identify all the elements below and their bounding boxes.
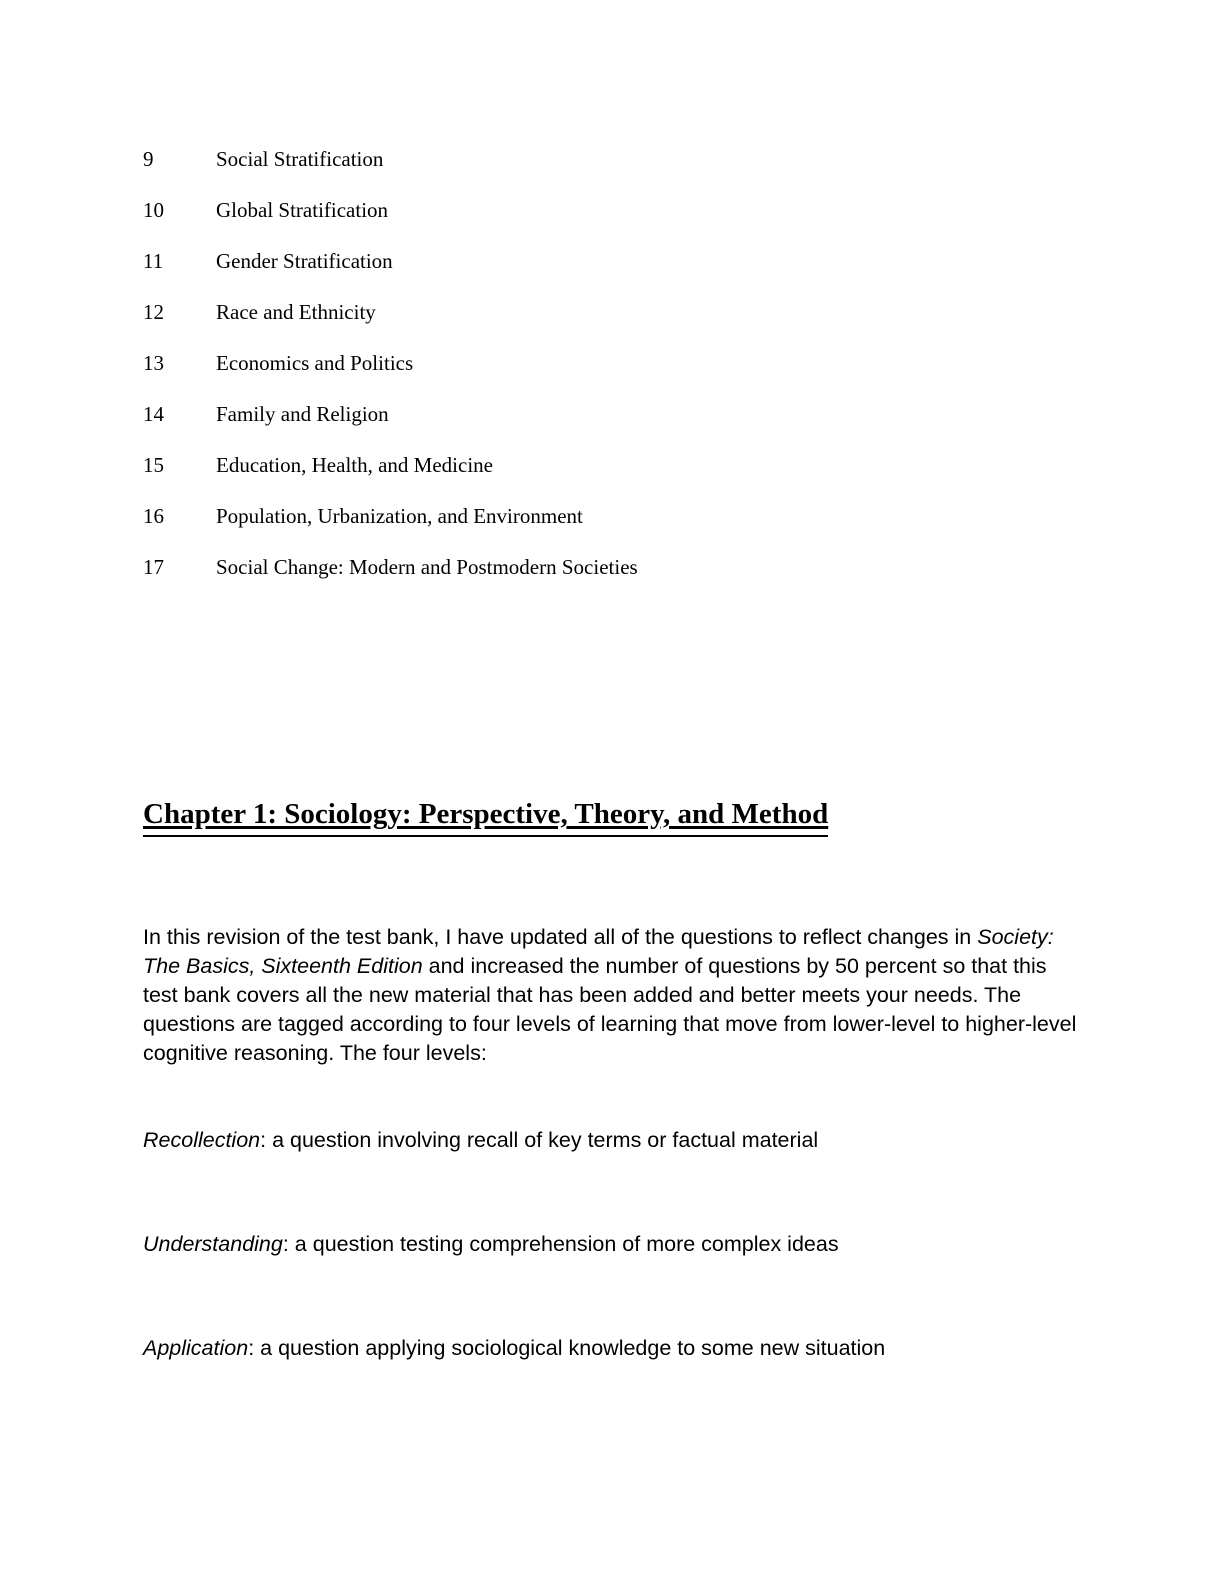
- learning-level-term: Recollection: [143, 1128, 261, 1152]
- chapter-list-item: [143, 352, 1074, 375]
- chapter-title: Population, Urbanization, and Environment: [216, 504, 583, 528]
- learning-level-line: [143, 1126, 1077, 1155]
- learning-level-term: Understanding: [143, 1232, 283, 1256]
- intro-text-before: In this revision of the test bank, I have updated all of the questions to reflect changes in: [143, 925, 978, 949]
- chapter-title: Gender Stratification: [216, 249, 393, 273]
- chapter-list-item: [143, 556, 1074, 579]
- chapter-number: 15: [143, 453, 164, 477]
- learning-level-description: : a question applying sociological knowledge to some new situation: [248, 1336, 886, 1360]
- chapter-list-item: [143, 199, 1074, 222]
- learning-level-term: Application: [143, 1336, 249, 1360]
- chapter-list-item: [143, 301, 1074, 324]
- chapter-number: 13: [143, 351, 164, 375]
- chapter-list-item: [143, 505, 1074, 528]
- chapter-list-item: [143, 454, 1074, 477]
- chapter-number: 14: [143, 402, 164, 426]
- chapter-number: 17: [143, 555, 164, 579]
- chapter-title: Race and Ethnicity: [216, 300, 376, 324]
- intro-paragraph: [143, 923, 1077, 1068]
- chapter-title: Global Stratification: [216, 198, 389, 222]
- chapter-number: 16: [143, 504, 164, 528]
- chapter-title: Social Stratification: [216, 147, 384, 171]
- learning-level-description: : a question testing comprehension of more complex ideas: [282, 1232, 839, 1256]
- intro-text-after: and increased the number of questions by 50 percent so that this test bank covers all the new material that has been added and better meets your needs. The questions are tagged according to four levels of learning that move from lower-level to higher-level cognitive reasoning. The four levels:: [143, 954, 1077, 1065]
- chapter-list-item: [143, 403, 1074, 426]
- chapter-title: Education, Health, and Medicine: [216, 453, 493, 477]
- learning-level-line: [143, 1230, 1077, 1259]
- chapter-number: 12: [143, 300, 164, 324]
- learning-level-description: : a question involving recall of key terms or factual material: [260, 1128, 819, 1152]
- chapter-heading-text: Chapter 1: Sociology: Perspective, Theory, and Method: [143, 797, 828, 837]
- chapter-heading: [143, 797, 1074, 837]
- chapter-number: 9: [143, 147, 154, 171]
- learning-levels: [143, 1126, 1074, 1363]
- chapter-number: 11: [143, 249, 164, 273]
- chapter-title: Economics and Politics: [216, 351, 414, 375]
- book-title: Society: The Basics, Sixteenth Edition: [143, 925, 1054, 978]
- chapter-list-item: [143, 250, 1074, 273]
- chapter-title: Family and Religion: [216, 402, 389, 426]
- learning-level-line: [143, 1334, 1077, 1363]
- chapter-number: 10: [143, 198, 164, 222]
- chapter-list: [143, 148, 1074, 579]
- chapter-title: Social Change: Modern and Postmodern Societies: [216, 555, 638, 579]
- chapter-list-item: [143, 148, 1074, 171]
